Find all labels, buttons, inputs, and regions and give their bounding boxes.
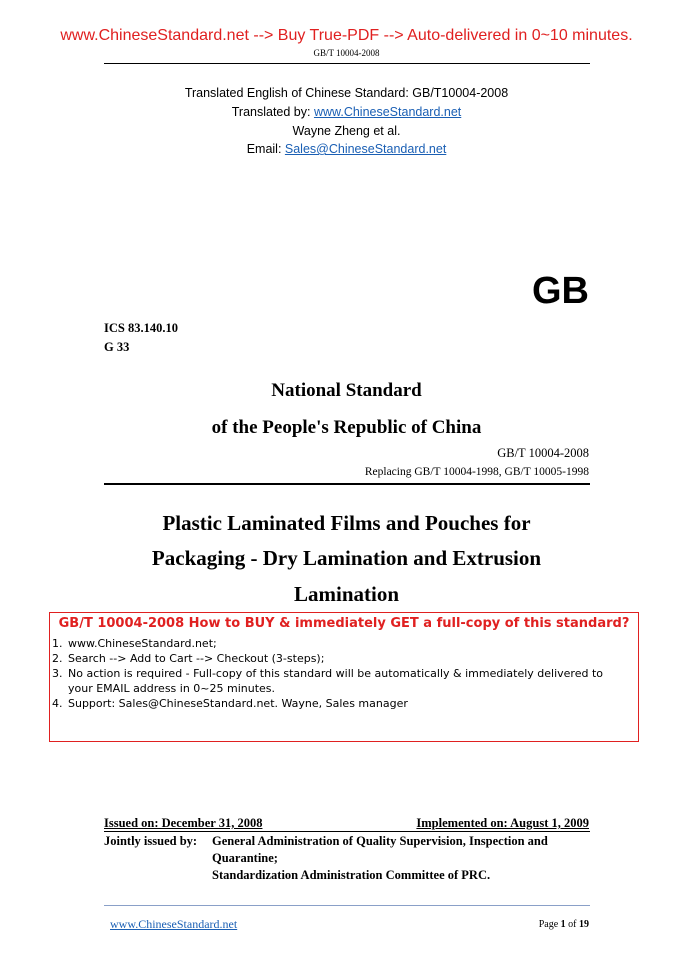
step-text[interactable]: www.ChineseStandard.net; [68, 637, 217, 650]
step-number: 4. [52, 697, 63, 710]
header-rule [104, 63, 590, 64]
translated-by-link[interactable]: www.ChineseStandard.net [313, 105, 462, 119]
page-of: of [565, 919, 579, 930]
header-standard-code: GB/T 10004-2008 [313, 48, 380, 58]
purchase-step [50, 651, 628, 666]
translated-by-label: Translated by: [231, 105, 314, 119]
jointly-issued-org-2: Standardization Administration Committee of PRC. [212, 868, 491, 882]
page-label: Page [538, 919, 561, 930]
translators-line: Wayne Zheng et al. [292, 124, 401, 138]
issued-date: Issued on: December 31, 2008 [104, 816, 263, 830]
document-title-line-3: Lamination [293, 582, 400, 606]
title-rule [104, 483, 590, 485]
document-title-line-2: Packaging - Dry Lamination and Extrusion [151, 546, 542, 570]
top-banner[interactable]: www.ChineseStandard.net --> Buy True-PDF --> Auto-delivered in 0~10 minutes. [60, 27, 633, 44]
ics-code: ICS 83.140.10 [104, 321, 178, 335]
purchase-steps-list [50, 636, 628, 711]
jointly-issued-org-1: General Administration of Quality Supervision, Inspection and [212, 834, 548, 848]
purchase-step [50, 696, 628, 711]
classification-code: G 33 [104, 340, 130, 354]
jointly-issued-label: Jointly issued by: [104, 834, 198, 848]
translation-line: Translated English of Chinese Standard: GB/T10004-2008 [184, 86, 509, 100]
purchase-heading: GB/T 10004-2008 How to BUY & immediately GET a full-copy of this standard? [58, 616, 630, 631]
page-number [539, 919, 589, 930]
document-title-line-1: Plastic Laminated Films and Pouches for [162, 511, 531, 535]
national-standard-heading: National Standard [271, 380, 422, 401]
gb-mark: GB [532, 270, 589, 312]
page-total: 19 [579, 919, 589, 930]
step-number: 1. [52, 637, 63, 650]
implemented-date: Implemented on: August 1, 2009 [416, 816, 589, 830]
replacing-note: Replacing GB/T 10004-1998, GB/T 10005-1998 [364, 466, 589, 478]
purchase-step [50, 666, 628, 696]
email-label: Email: [246, 142, 285, 156]
step-text: Support: Sales@ChineseStandard.net. Wayne, Sales manager [68, 697, 408, 710]
step-number: 2. [52, 652, 63, 665]
standard-number: GB/T 10004-2008 [497, 446, 589, 460]
footer-rule [104, 905, 590, 906]
country-heading: of the People's Republic of China [211, 417, 482, 438]
purchase-step [50, 636, 628, 651]
step-text: Search --> Add to Cart --> Checkout (3-steps); [68, 652, 325, 665]
jointly-issued-org-1-cont: Quarantine; [212, 851, 278, 865]
translated-by-line [0, 105, 693, 119]
purchase-info-box [49, 612, 639, 742]
email-link[interactable]: Sales@ChineseStandard.net [284, 142, 447, 156]
email-line [0, 142, 693, 156]
footer-link[interactable]: www.ChineseStandard.net [110, 917, 238, 931]
issue-rule [104, 831, 590, 832]
step-number: 3. [52, 667, 63, 680]
step-text: No action is required - Full-copy of this standard will be automatically & immediately delivered to your EMAIL address in 0~25 minutes. [68, 667, 604, 695]
page-current: 1 [560, 919, 566, 930]
